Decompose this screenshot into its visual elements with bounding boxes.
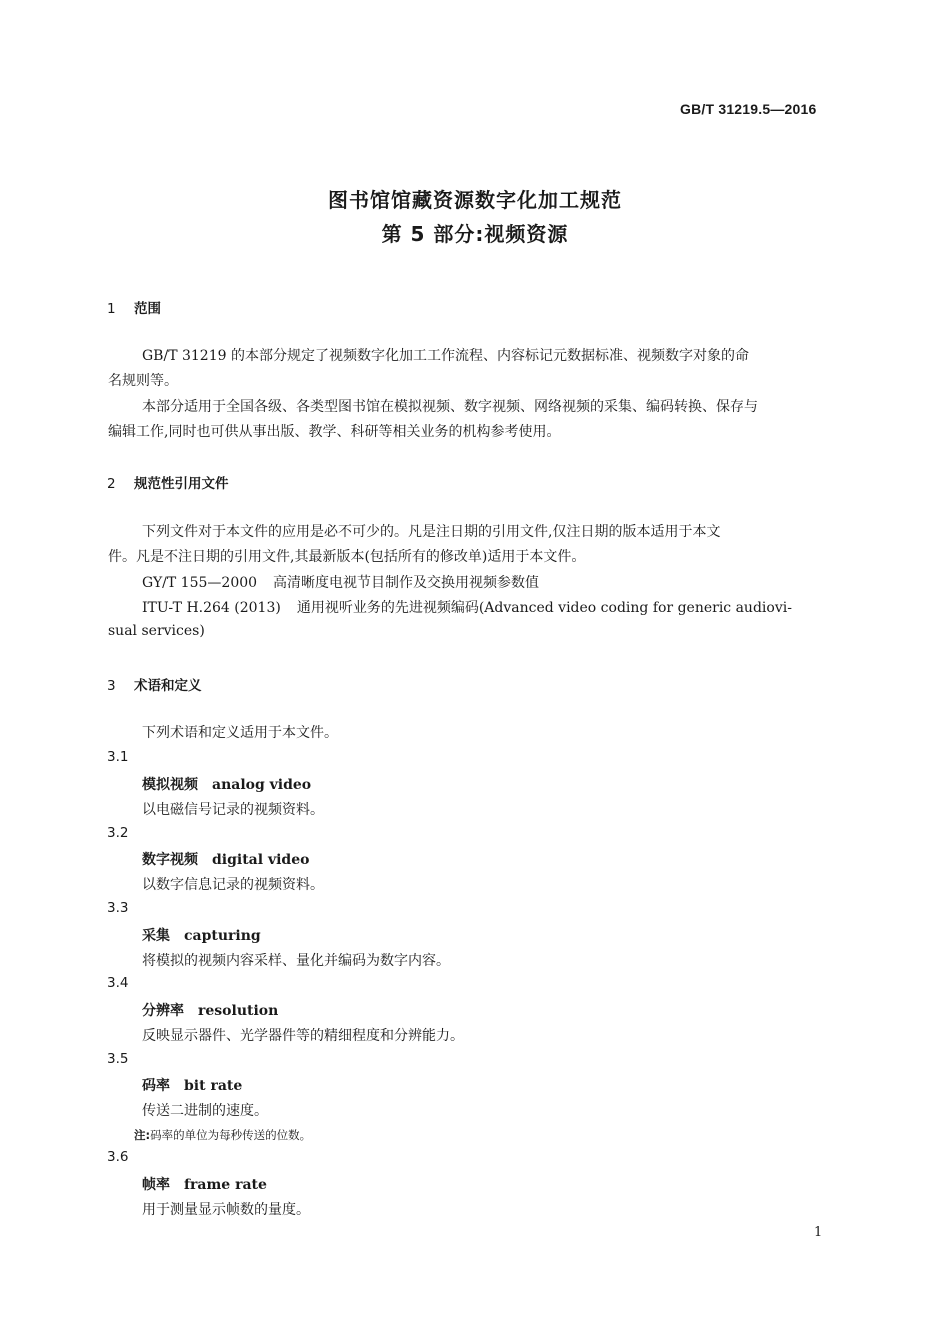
term-entry	[142, 774, 311, 794]
term-entry	[142, 1000, 278, 1020]
scope-paragraph-1-line-2: 名规则等。	[108, 373, 178, 389]
reference-code: ITU-T H.264 (2013)	[142, 600, 281, 616]
term-entry	[142, 1075, 242, 1095]
term-chinese: 采集	[142, 928, 170, 944]
section-title: 范围	[134, 301, 161, 317]
standard-code: GB/T 31219.5—2016	[680, 101, 817, 117]
page-number: 1	[814, 1225, 823, 1240]
section-number: 2	[107, 476, 116, 492]
term-english: frame rate	[184, 1177, 267, 1193]
reference-title: 高清晰度电视节目制作及交换用视频参数值	[273, 575, 540, 591]
term-definition: 将模拟的视频内容采样、量化并编码为数字内容。	[142, 953, 450, 969]
term-chinese: 帧率	[142, 1177, 170, 1193]
reference-code: GY/T 155—2000	[142, 575, 258, 591]
references-paragraph-line-2: 件。凡是不注日期的引用文件,其最新版本(包括所有的修改单)适用于本文件。	[108, 549, 586, 565]
term-chinese: 分辨率	[142, 1003, 184, 1019]
reference-item	[142, 572, 539, 592]
term-english: resolution	[198, 1003, 279, 1019]
note-text: 码率的单位为每秒传送的位数。	[150, 1128, 312, 1142]
term-english: capturing	[184, 928, 261, 944]
scope-paragraph-2-line-2: 编辑工作,同时也可供从事出版、教学、科研等相关业务的机构参考使用。	[108, 424, 561, 440]
section-title: 术语和定义	[134, 678, 202, 694]
term-entry	[142, 1174, 267, 1194]
references-paragraph-line-1: 下列文件对于本文件的应用是必不可少的。凡是注日期的引用文件,仅注日期的版本适用于本文	[142, 524, 721, 540]
term-number: 3.4	[107, 975, 129, 991]
term-number: 3.2	[107, 825, 129, 841]
term-chinese: 码率	[142, 1078, 170, 1094]
term-entry	[142, 925, 261, 945]
section-heading-normative-references	[107, 472, 229, 492]
term-definition: 以电磁信号记录的视频资料。	[142, 802, 324, 818]
term-definition: 用于测量显示帧数的量度。	[142, 1202, 310, 1218]
term-english: digital video	[212, 852, 310, 868]
section-heading-terms-definitions	[107, 674, 202, 694]
section-number: 1	[107, 301, 116, 317]
section-number: 3	[107, 678, 116, 694]
term-chinese: 模拟视频	[142, 777, 198, 793]
document-title: 图书馆馆藏资源数字化加工规范	[328, 188, 622, 212]
section-title: 规范性引用文件	[134, 476, 229, 492]
term-definition: 反映显示器件、光学器件等的精细程度和分辨能力。	[142, 1028, 464, 1044]
note-label: 注:	[134, 1128, 151, 1142]
section-heading-scope	[107, 297, 161, 317]
term-number: 3.6	[107, 1149, 129, 1165]
term-note	[134, 1127, 311, 1143]
term-entry	[142, 849, 309, 869]
term-english: analog video	[212, 777, 312, 793]
scope-paragraph-1-line-1: GB/T 31219 的本部分规定了视频数字化加工工作流程、内容标记元数据标准、视频数字对象的命	[142, 348, 749, 364]
term-number: 3.5	[107, 1051, 129, 1067]
document-subtitle: 第 5 部分:视频资源	[381, 222, 569, 246]
term-chinese: 数字视频	[142, 852, 198, 868]
terms-intro: 下列术语和定义适用于本文件。	[142, 725, 338, 741]
term-number: 3.1	[107, 749, 129, 765]
reference-item	[142, 597, 792, 617]
term-english: bit rate	[184, 1078, 243, 1094]
reference-title: 通用视听业务的先进视频编码(Advanced video coding for generic audiovi-	[296, 600, 792, 616]
reference-title-continuation: sual services)	[108, 623, 205, 639]
term-definition: 传送二进制的速度。	[142, 1103, 268, 1119]
scope-paragraph-2-line-1: 本部分适用于全国各级、各类型图书馆在模拟视频、数字视频、网络视频的采集、编码转换、保存与	[142, 399, 758, 415]
term-number: 3.3	[107, 900, 129, 916]
term-definition: 以数字信息记录的视频资料。	[142, 877, 324, 893]
